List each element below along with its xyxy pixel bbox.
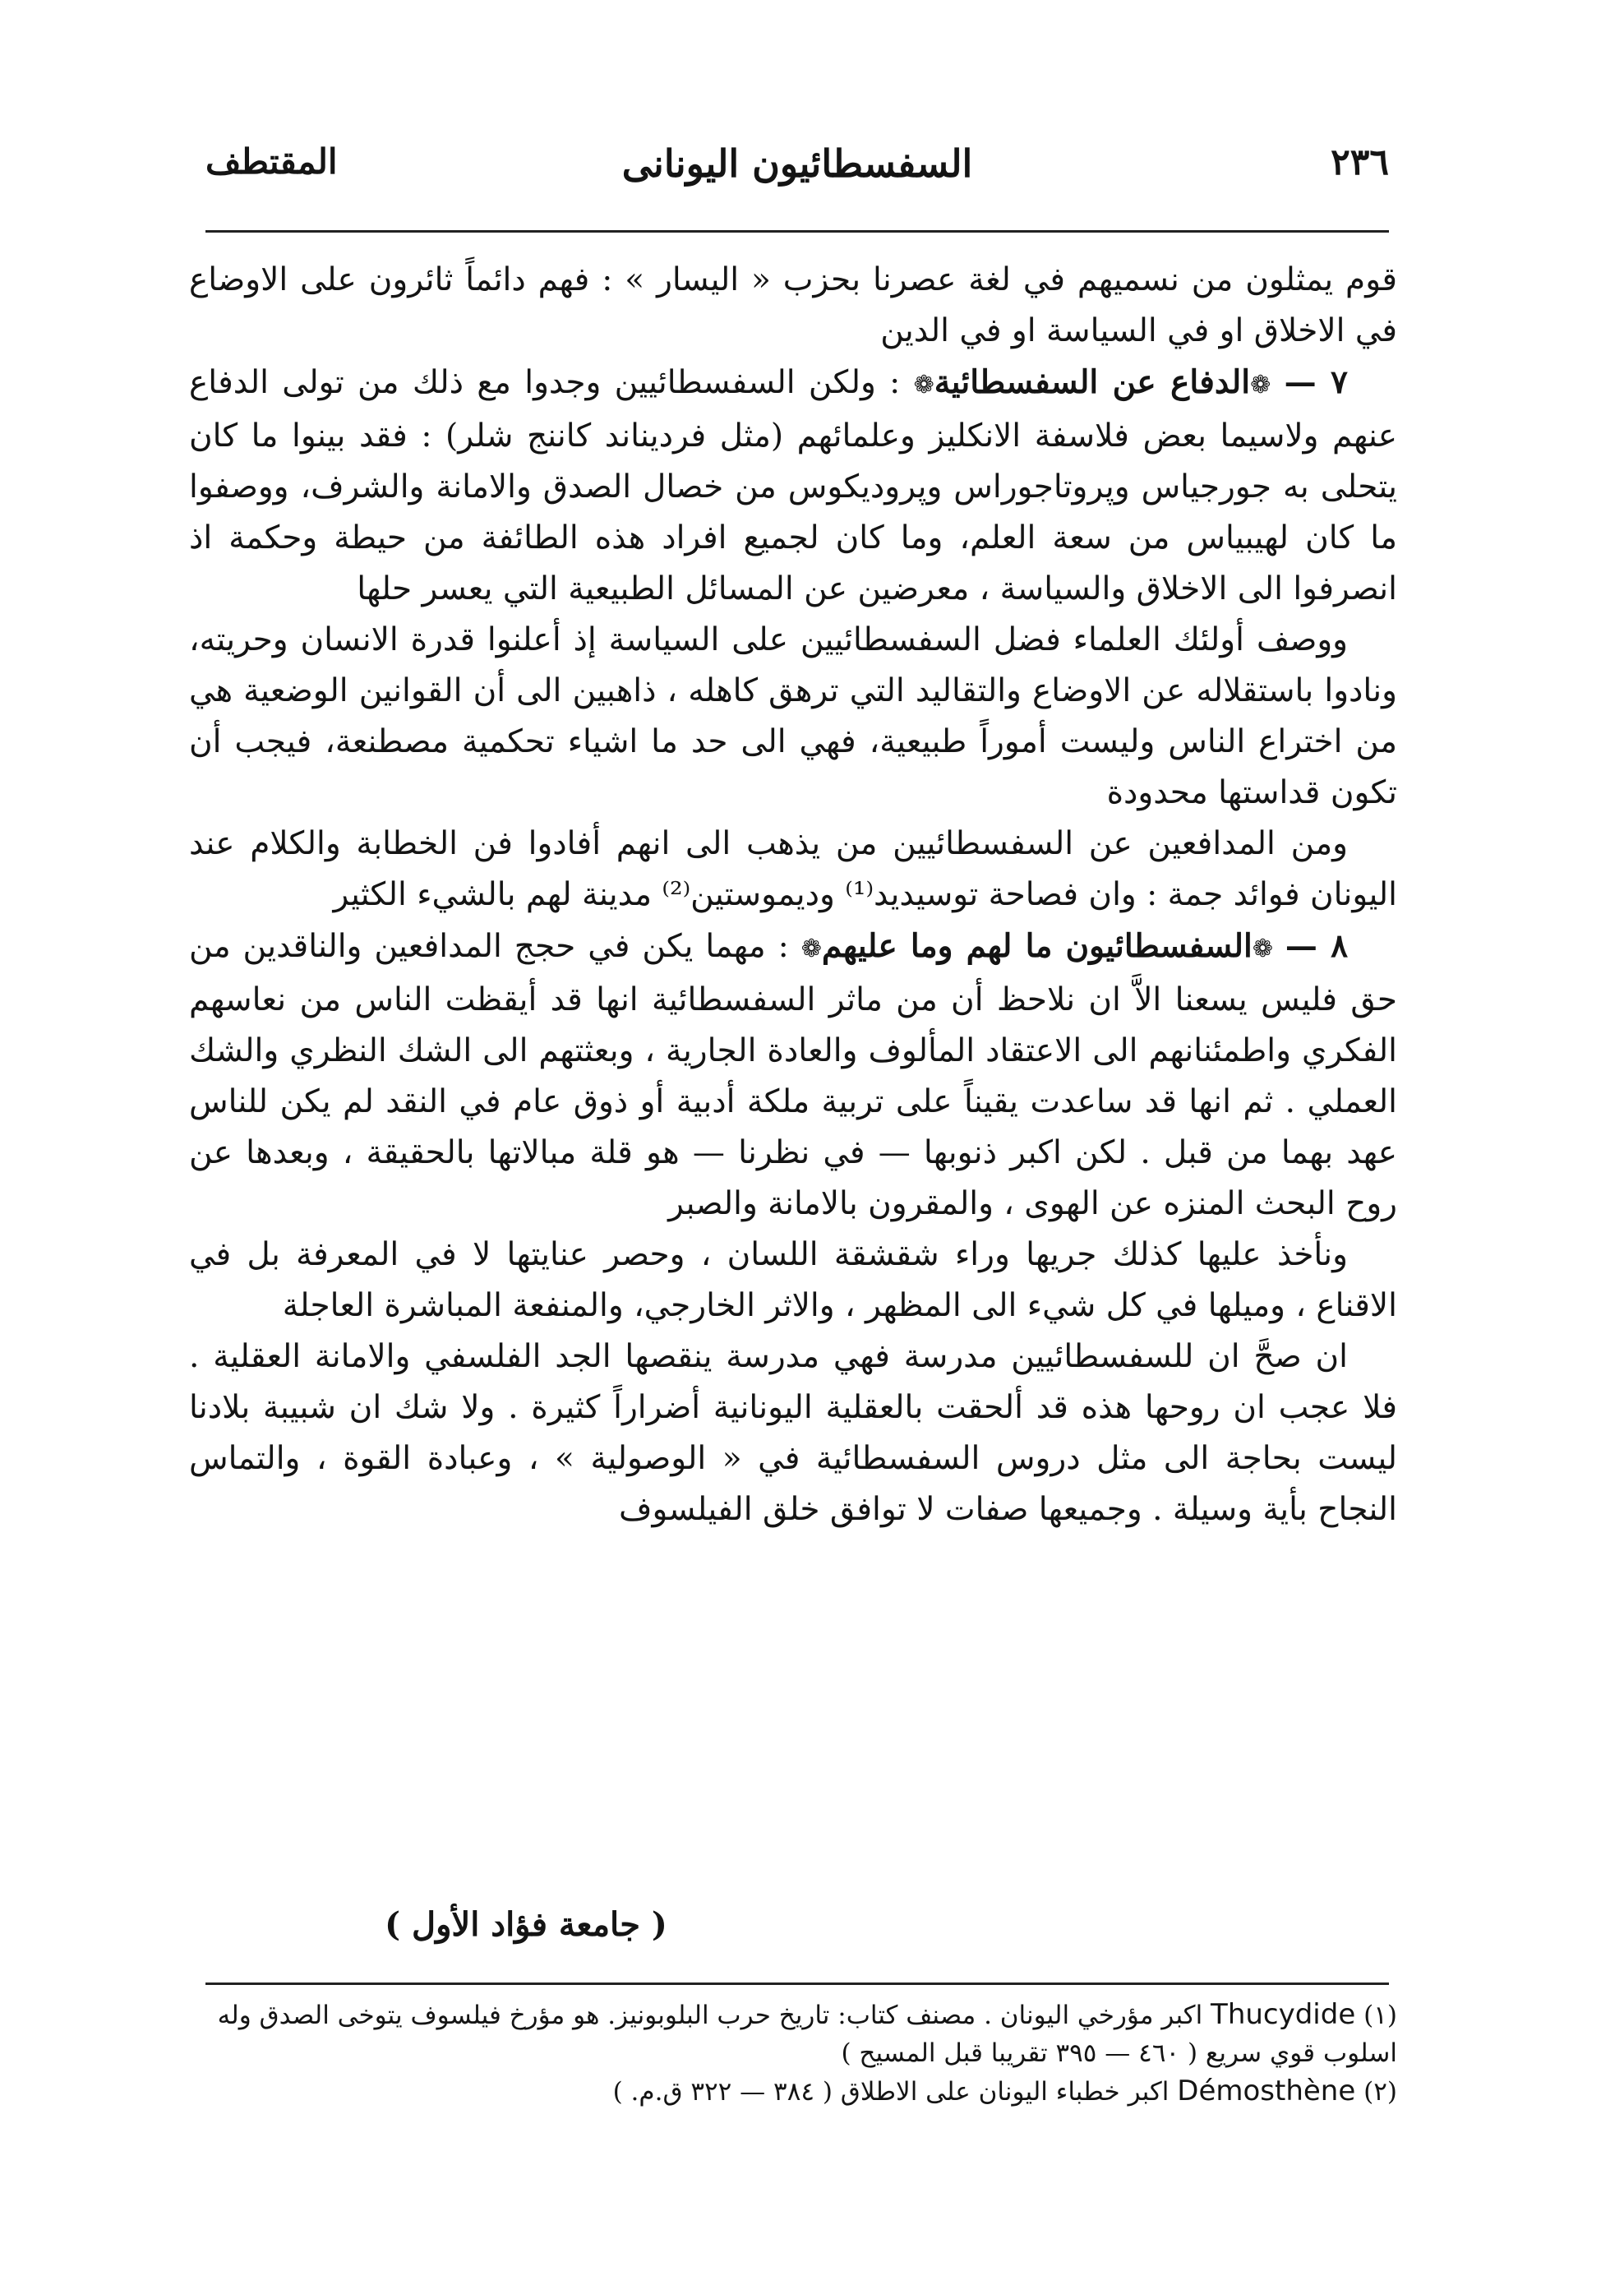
page-number: ٢٣٦: [1331, 141, 1389, 183]
paragraph-4: ونأخذ عليها كذلك جريها وراء شقشقة اللسان ، وحصر عنايتها لا في المعرفة بل في الاقناع ، وميلها في كل شيء الى المظهر ، والاثر الخارجي، والمنفعة المباشرة العاجلة: [189, 1236, 1397, 1324]
section-8-heading: السفسطائيون ما لهم وما عليهم: [821, 927, 1253, 965]
footnote-1: [189, 1996, 1397, 2072]
ornament-icon: ❁: [1250, 371, 1271, 399]
ornament-icon: ❁: [913, 371, 934, 399]
section-7-number: ٧ —: [1284, 363, 1348, 401]
footnote-1-marker: (١): [1363, 2001, 1397, 2030]
running-title: السفسطائيون اليونانى: [621, 141, 973, 186]
paragraph-3: ومن المدافعين عن السفسطائيين من يذهب الى انهم أفادوا فن الخطابة والكلام عند اليونان فوائد جمة : وان فصاحة توسيديد⁽¹⁾ وديموستين⁽²⁾ مدينة لهم بالشيء الكثير: [189, 825, 1397, 913]
paragraph-1: قوم يمثلون من نسميهم في لغة عصرنا بحزب « اليسار » : فهم دائماً ثائرون على الاوضاع في الاخلاق او في السياسة او في الدين: [189, 261, 1397, 349]
author-affiliation: ( جامعة فؤاد الأول ): [385, 1905, 667, 1944]
journal-name: المقتطف: [205, 141, 338, 182]
footnote-rule: [205, 1983, 1389, 1985]
ornament-icon: ❁: [1252, 935, 1273, 963]
header-rule: [205, 230, 1389, 233]
section-7-heading: الدفاع عن السفسطائية: [934, 363, 1251, 401]
footnotes: [189, 1996, 1397, 2111]
paragraph-5: ان صحَّ ان للسفسطائيين مدرسة فهي مدرسة ينقصها الجد الفلسفي والامانة العقلية . فلا عجب ان روحها هذه قد ألحقت بالعقلية اليونانية أضراراً كثيرة . ولا شك ان شبيبة بلادنا ليست بحاجة الى مثل دروس السفسطائية في « الوصولية » ، وعبادة القوة ، والتماس النجاح بأية وسيلة . وجميعها صفات لا توافق خلق الفيلسوف: [189, 1338, 1397, 1528]
page-header: [205, 141, 1389, 207]
footnote-2-latin: Démosthène: [1177, 2075, 1356, 2107]
footnote-2: [189, 2072, 1397, 2111]
footnote-1-latin: Thucydide: [1211, 1998, 1356, 2031]
section-8-text: : مهما يكن في حجج المدافعين والناقدين من حق فليس يسعنا الاَّ ان نلاحظ أن من ماثر السفسطائية انها قد أيقظت الناس من نعاسهم الفكري واطمئنانهم الى الاعتقاد المألوف والعادة الجارية ، وبعثتهم الى الشك النظري والشك العملي . ثم انها قد ساعدت يقيناً على تربية ملكة أدبية أو ذوق عام في النقد لم يكن للناس عهد بهما من قبل . لكن اكبر ذنوبها — في نظرنا — هو قلة مبالاتها بالحقيقة ، وبعدها عن روح البحث المنزه عن الهوى ، والمقرون بالامانة والصبر: [189, 928, 1397, 1222]
footnote-2-marker: (٢): [1363, 2077, 1397, 2107]
paragraph-2: ووصف أولئك العلماء فضل السفسطائيين على السياسة إذ أعلنوا قدرة الانسان وحريته، ونادوا باستقلاله عن الاوضاع والتقاليد التي ترهق كاهله ، ذاهبين الى أن القوانين الوضعية هي من اختراع الناس وليست أموراً طبيعية، فهي الى حد ما اشياء تحكمية مصطنعة، فيجب أن تكون قداستها محدودة: [189, 621, 1397, 811]
section-7: [189, 357, 1397, 615]
footnote-2-text: اكبر خطباء اليونان على الاطلاق ( ٣٨٤ — ٣٢٢ ق.م. ): [612, 2077, 1170, 2107]
ornament-icon: ❁: [800, 935, 822, 963]
section-8: [189, 921, 1397, 1230]
section-8-number: ٨ —: [1285, 927, 1349, 965]
footnote-1-text: اكبر مؤرخي اليونان . مصنف كتاب: تاريخ حرب البلوبونيز. هو مؤرخ فيلسوف يتوخى الصدق وله اسلوب قوي سريع ( ٤٦٠ — ٣٩٥ تقريبا قبل المسيح ): [217, 2001, 1397, 2068]
section-7-text: : ولكن السفسطائيين وجدوا مع ذلك من تولى الدفاع عنهم ولاسيما بعض فلاسفة الانكليز وعلمائهم (مثل فرديناند كاننج شلر) : فقد بينوا ما كان يتحلى به جورجياس وپروتاجوراس وپروديكوس من خصال الصدق والامانة والشرف، ووصفوا ما كان لهيبياس من سعة العلم، وما كان لجميع افراد هذه الطائفة من حيطة وحكمة اذ انصرفوا الى الاخلاق والسياسة ، معرضين عن المسائل الطبيعية التي يعسر حلها: [189, 364, 1397, 607]
article-body: [189, 255, 1397, 1535]
